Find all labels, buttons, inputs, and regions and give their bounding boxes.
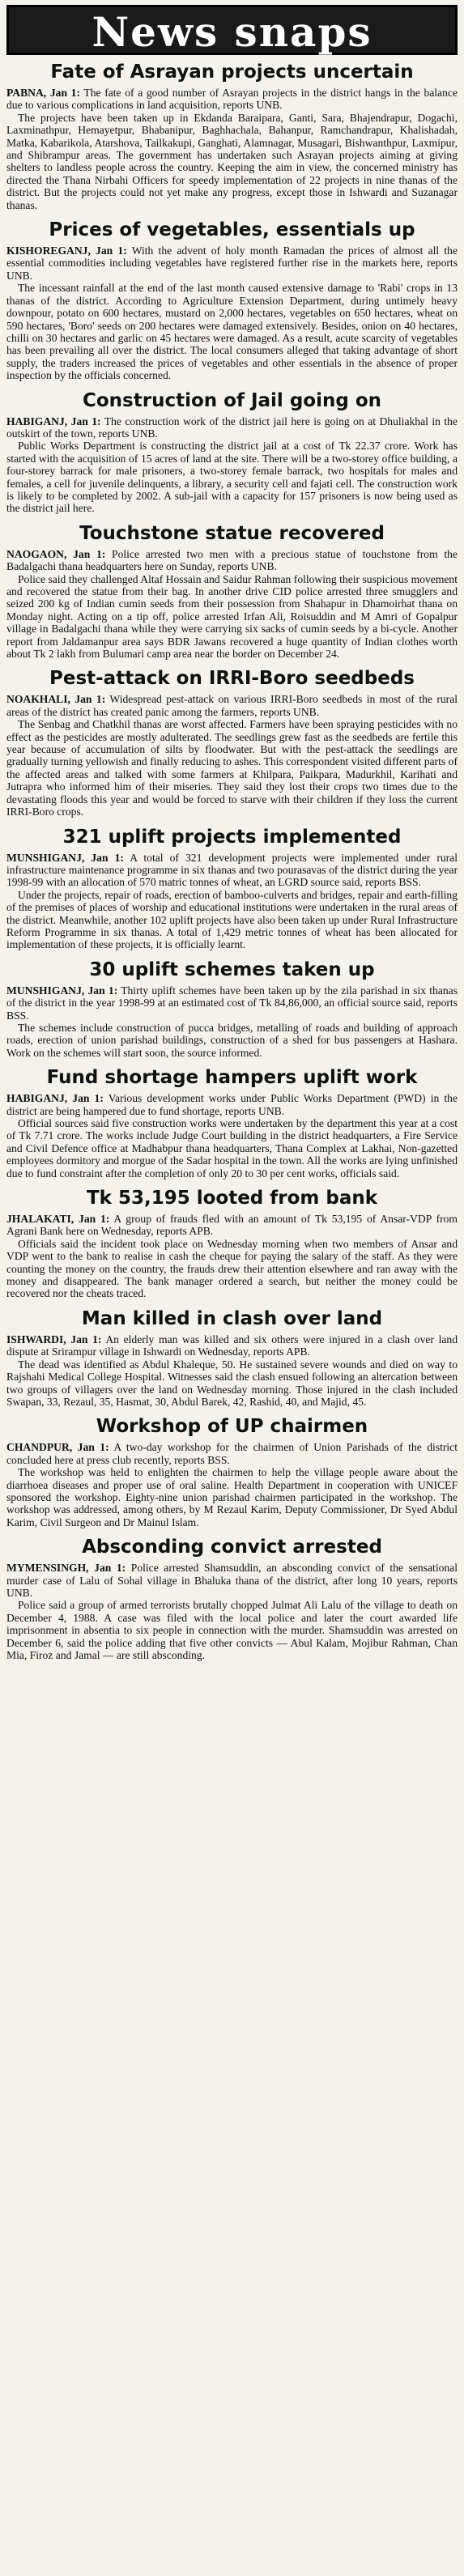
story-text: Police said they challenged Altaf Hossain and Saidur Rahman following their suspicious movement and recovered the statue from their bag. In another drive CID police arrested three smugglers and seized 200 kg of Indian cumin seeds from their possession from Shahapur in Dhamoirhat thana on Monday night. Acting on a tip off, police arrested Irfan Ali, Roisuddin and M Amri of Gopalpur village in Badalgachi thana while they were carrying six sacks of cumin seeds by a bi-cycle. Another report from Jaldamanpur area says BDR Jawans recovered a huge quantity of Indian clothes worth about Tk 2 lakh from Bulumari camp area near the border on December 24.: [6, 572, 458, 661]
story-paragraph: [6, 1562, 458, 1599]
story-text: The fate of a good number of Asrayan projects in the district hangs in the balance due to various complications in land acquisition, reports UNB.: [6, 87, 458, 112]
story-headline: Absconding convict arrested: [82, 1537, 382, 1558]
story-text: The construction work of the district jail here is going on at Dhuliakhal in the outskirt of the town, reports UNB.: [6, 414, 458, 440]
story-text: Official sources said five construction works were undertaken by the department this year at a cost of Tk 7.71 crore. The works include Judge Court building in the district headquarters, a Fire Service and Civil Defence office at Madhabpur thana headquarters, Thana Complex at Lakhai, Non-gazetted employees dormitory and morgue of the Sadar hospital in the town. All the works are lying unfinished due to fund constraint after the completion of only 20 to 30 per cent works, officials said.: [6, 1117, 458, 1180]
story-paragraph: [6, 1117, 458, 1180]
story-dateline: KISHOREGANJ, Jan 1:: [6, 244, 127, 257]
story-dateline: NAOGAON, Jan 1:: [6, 547, 106, 560]
news-story: [6, 219, 458, 381]
story-text: The Senbag and Chatkhil thanas are worst affected. Farmers have been spraying pesticides with no effect as the pesticides are mostly adulterated. The seedlings grew fast as the seedbeds are fertile this year because of accumulation of silts by floodwater. But with the pest-attack the seedlings are gradually turning yellowish and finally reducing to ashes. This correspondent visited different parts of the affected areas and talked with some farmers at Khilpara, Paikpara, Madurkhil, Karihati and Jutrapra who informed him of their miseries. They said they lost their crops two times due to the devastating floods this year and would be forced to starve with their children if they loss the current IRRI-Boro crops.: [6, 718, 458, 818]
story-paragraph: [6, 87, 458, 112]
story-body: [6, 984, 458, 1059]
story-dateline: MUNSHIGANJ, Jan 1:: [6, 851, 124, 864]
story-paragraph: [6, 1333, 458, 1358]
story-headline: 30 uplift schemes taken up: [89, 959, 375, 980]
story-dateline: MUNSHIGANJ, Jan 1:: [6, 984, 118, 997]
story-dateline: PABNA, Jan 1:: [6, 87, 80, 99]
story-text: With the advent of holy month Ramadan the prices of almost all the essential commodities including vegetables have registered further rise in the markets here, reports UNB.: [6, 244, 458, 282]
story-paragraph: [6, 548, 458, 573]
story-dateline: HABIGANJ, Jan 1:: [6, 1092, 104, 1105]
story-paragraph: [6, 1466, 458, 1528]
story-dateline: CHANDPUR, Jan 1:: [6, 1441, 109, 1454]
story-text: Thirty uplift schemes have been taken up by the zila parishad in six thanas of the district in the year 1998-99 at an estimated cost of Tk 84,86,000, an official source said, reports BSS.: [6, 984, 458, 1022]
story-text: Public Works Department is constructing the district jail at a cost of Tk 22.37 crore. Work has started with the acquisition of 15 acres of land at the site. There will be a two-storey office building, a four-storey barrack for male prisoners, a two-storey female barrack, two hospitals for males and females, a cell for juvenile delinquents, a library, a security cell and fajati cell. The construction work is likely to be completed by 2002. A sub-jail with a capacity for 157 prisoners is now being used as the district jail here.: [6, 440, 458, 515]
news-story: [6, 62, 458, 211]
story-headline: 321 uplift projects implemented: [62, 826, 402, 848]
story-paragraph: [6, 573, 458, 661]
story-headline: Pest-attack on IRRI-Boro seedbeds: [49, 668, 415, 690]
story-dateline: MYMENSINGH, Jan 1:: [6, 1562, 126, 1575]
story-body: [6, 693, 458, 818]
story-text: A total of 321 development projects were implemented under rural infrastructure maintenance programme in six thanas and two pourasavas of the district during the year 1998-99 with an allocation of 570 matric tonnes of wheat, an LGRD source said, reports BSS.: [6, 851, 458, 889]
story-text: The dead was identified as Abdul Khaleque, 50. He sustained severe wounds and died on way to Rajshahi Medical College Hospital. Witnesses said the clash ensued following an altercation between two groups of villagers over the land on Wednesday morning. Those injured in the clash included Swapan, 33, Rezaul, 35, Hasmat, 30, Abdul Barek, 42, Rashid, 40, and Majid, 45.: [6, 1358, 458, 1408]
story-body: [6, 415, 458, 515]
story-paragraph: [6, 852, 458, 889]
story-headline: Prices of vegetables, essentials up: [49, 219, 415, 241]
story-text: Widespread pest-attack on various IRRI-Boro seedbeds in most of the rural areas of the district has created panic among the farmers, reports UNB.: [6, 693, 458, 718]
story-paragraph: [6, 244, 458, 282]
story-dateline: ISHWARDI, Jan 1:: [6, 1333, 102, 1345]
story-dateline: JHALAKATI, Jan 1:: [6, 1213, 110, 1226]
story-body: [6, 1213, 458, 1300]
story-paragraph: [6, 282, 458, 381]
news-story: [6, 523, 458, 661]
news-story: [6, 668, 458, 818]
story-headline: Tk 53,195 looted from bank: [86, 1188, 378, 1209]
story-paragraph: [6, 889, 458, 951]
news-story: [6, 827, 458, 951]
story-body: [6, 548, 458, 661]
stories-column: [6, 62, 458, 1661]
story-paragraph: [6, 1022, 458, 1059]
story-text: The workshop was held to enlighten the chairmen to help the village people aware about the diarrhoea diseases and proper use of oral saline. Health Department in cooperation with UNICEF sponsored the workshop. Eighty-nine union parishad chairmen participated in the workshop. The workshop was addressed, among others, by M Rezaul Karim, Deputy Commissioner, Dr Syed Abdul Karim, Civil Surgeon and Dr Mainul Islam.: [6, 1466, 458, 1528]
story-headline: Fate of Asrayan projects uncertain: [50, 62, 414, 83]
story-body: [6, 1092, 458, 1180]
story-text: The incessant rainfall at the end of the last month caused extensive damage to 'Rabi' crops in 13 thanas of the district. According to Agriculture Extension Department, during untimely heavy downpour, potato on 600 hectares, mustard on 2,000 hectares, vegetables on 650 hectares, wheat on 590 hectares, 'Boro' seeds on 200 hectares were damaged extensively. Besides, onion on 40 hectares, chilli on 30 hectares and garlic on 45 hectares were damaged. As a result, acute scarcity of vegetables has been prevailing all over the district. The local consumers alleged that taking advantage of short supply, the traders increased the prices of vegetables and other essentials in the absence of proper inspection by the officials concerned.: [6, 282, 458, 382]
story-text: Police arrested Shamsuddin, an absconding convict of the sensational murder case of Lalu of Sohal village in Bhaluka thana of the district, after long 10 years, reports UNB.: [6, 1562, 458, 1599]
story-text: A group of frauds fled with an amount of Tk 53,195 of Ansar-VDP from Agrani Bank here on Wednesday, reports APB.: [6, 1213, 458, 1238]
news-story: [6, 1537, 458, 1661]
story-body: [6, 244, 458, 381]
story-text: The schemes include construction of pucca bridges, metalling of roads and building of approach roads, erection of union parishad buildings, construction of a shed for bus passengers at Hashara. Work on the schemes will start soon, the source informed.: [6, 1021, 458, 1059]
story-headline: Construction of Jail going on: [83, 389, 381, 411]
news-story: [6, 959, 458, 1059]
story-body: [6, 1562, 458, 1661]
story-paragraph: [6, 1238, 458, 1300]
story-paragraph: [6, 984, 458, 1022]
story-paragraph: [6, 1213, 458, 1238]
story-paragraph: [6, 1599, 458, 1661]
story-headline: Touchstone statue recovered: [79, 522, 385, 544]
story-dateline: HABIGANJ, Jan 1:: [6, 414, 101, 427]
story-paragraph: [6, 693, 458, 718]
story-body: [6, 1441, 458, 1528]
story-text: Various development works under Public Works Department (PWD) in the district are being hampered due to fund shortage, reports UNB.: [6, 1092, 458, 1117]
news-page: [6, 0, 458, 1661]
story-body: [6, 87, 458, 211]
news-story: [6, 1416, 458, 1528]
story-text: Police said a group of armed terrorists brutally chopped Julmat Ali Lalu of the village to death on December 4, 1988. A case was filed with the local police and later the court awarded life imprisonment in absentia to six people in connection with the murder. Shamsuddin was arrested on December 6, said the police adding that five other convicts — Abul Kalam, Mojibur Rahman, Chan Mia, Firoz and Jamal — are still absconding.: [6, 1599, 458, 1661]
story-text: An elderly man was killed and six others were injured in a clash over land dispute at Srirampur village in Ishwardi on Wednesday, reports APB.: [6, 1333, 458, 1358]
story-paragraph: [6, 1092, 458, 1117]
story-paragraph: [6, 440, 458, 514]
story-text: The projects have been taken up in Ekdanda Baraipara, Ganti, Sara, Bhajendrapur, Dogachi, Laxminathpur, Hemayetpur, Bhabanipur, Baghhachala, Bahanpur, Ramchandrapur, Khalishadah, Matka, Kabarikola, Atarshova, Tailkakupi, Ganghati, Alamnagar, Musagari, Bishwanthpur, Laxmipur, and Shibrampur areas. The government has undertaken such Asrayan projects aiming at giving shelters to landless people across the country. Keeping the aim in view, the concerned ministry has directed the Thana Nirbahi Officers for speedy implementation of 22 projects in nine thanas of the district. But the projects could not yet make any progress, except those in Ishwardi and Suzanagar thanas.: [6, 111, 458, 211]
story-body: [6, 1333, 458, 1408]
story-text: Police arrested two men with a precious statue of touchstone from the Badalgachi thana headquarters here on Sunday, reports UNB.: [6, 547, 458, 573]
story-dateline: NOAKHALI, Jan 1:: [6, 693, 106, 706]
news-story: [6, 1067, 458, 1180]
story-paragraph: [6, 1441, 458, 1466]
story-paragraph: [6, 415, 458, 440]
story-paragraph: [6, 1358, 458, 1409]
story-paragraph: [6, 718, 458, 818]
story-paragraph: [6, 112, 458, 211]
story-text: A two-day workshop for the chairmen of Union Parishads of the district concluded here at press club recently, reports BSS.: [6, 1441, 458, 1466]
story-text: Officials said the incident took place on Wednesday morning when two members of Ansar and VDP went to the bank to realise in cash the cheque for paying the salary of the staff. As they were counting the money on the country, the frauds drew their attention elsewhere and ran away with the money and disappeared. The bank manager ordered a search, but neither the money could be recovered nor the cheats traced.: [6, 1237, 458, 1300]
story-text: Under the projects, repair of roads, erection of bamboo-culverts and bridges, repair and earth-filling of the premises of places of worship and educational institutions were undertaken in the rural areas of the district. Meanwhile, another 102 uplift projects have also been taken up under Rural Infrastructure Reform Programme in six thanas. A total of 1,429 metric tonnes of wheat has been allocated for implementation of these projects, it is officially learnt.: [6, 888, 458, 951]
news-story: [6, 1188, 458, 1300]
story-headline: Workshop of UP chairmen: [96, 1416, 368, 1438]
masthead: News snaps: [6, 5, 458, 55]
news-story: [6, 1308, 458, 1408]
story-headline: Man killed in clash over land: [81, 1307, 383, 1329]
story-body: [6, 852, 458, 951]
story-headline: Fund shortage hampers uplift work: [46, 1067, 418, 1089]
news-story: [6, 390, 458, 515]
